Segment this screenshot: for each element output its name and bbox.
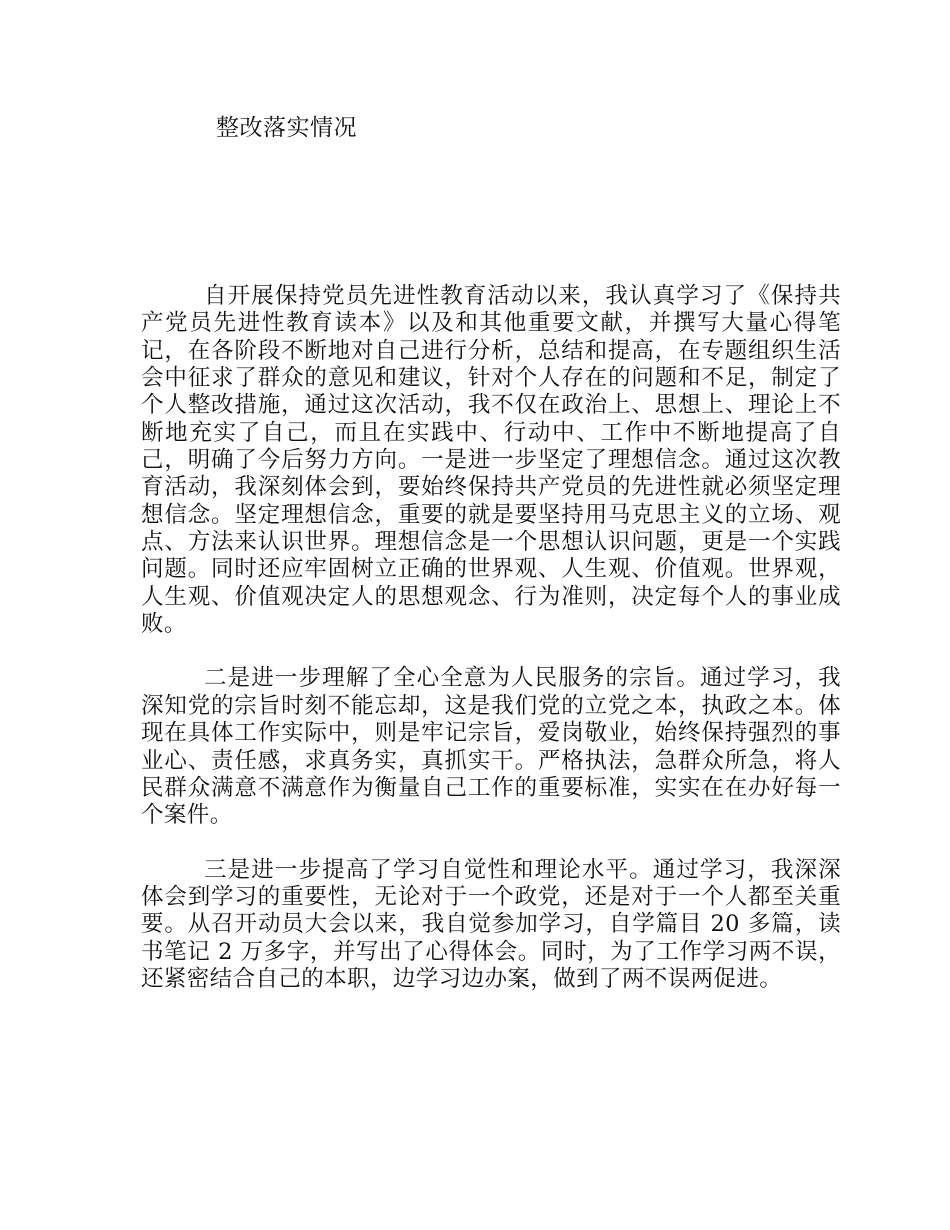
document-body [141,283,841,993]
paragraph-2: 二是进一步理解了全心全意为人民服务的宗旨。通过学习，我深知党的宗旨时刻不能忘却，这是我们党的立党之本，执政之本。体现在具体工作实际中，则是牢记宗旨，爱岗敬业，始终保持强烈的事业心、责任感，求真务实，真抓实干。严格执法，急群众所急，将人民群众满意不满意作为衡量自己工作的重要标准，实实在在办好每一个案件。 [141,665,841,829]
paragraph-3: 三是进一步提高了学习自觉性和理论水平。通过学习，我深深体会到学习的重要性，无论对于一个政党，还是对于一个人都至关重要。从召开动员大会以来，我自觉参加学习，自学篇目 20 多篇，读书笔记 2 万多字，并写出了心得体会。同时，为了工作学习两不误，还紧密结合自己的本职，边学习边办案，做到了两不误两促进。 [141,856,841,992]
paragraph-1: 自开展保持党员先进性教育活动以来，我认真学习了《保持共产党员先进性教育读本》以及和其他重要文献，并撰写大量心得笔记，在各阶段不断地对自己进行分析，总结和提高，在专题组织生活会中征求了群众的意见和建议，针对个人存在的问题和不足，制定了个人整改措施，通过这次活动，我不仅在政治上、思想上、理论上不断地充实了自己，而且在实践中、行动中、工作中不断地提高了自己，明确了今后努力方向。一是进一步坚定了理想信念。通过这次教育活动，我深刻体会到，要始终保持共产党员的先进性就必须坚定理想信念。坚定理想信念，重要的就是要坚持用马克思主义的立场、观点、方法来认识世界。理想信念是一个思想认识问题，更是一个实践问题。同时还应牢固树立正确的世界观、人生观、价值观。世界观，人生观、价值观决定人的思想观念、行为准则，决定每个人的事业成败。 [141,283,841,638]
document-title: 整改落实情况 [216,115,357,141]
